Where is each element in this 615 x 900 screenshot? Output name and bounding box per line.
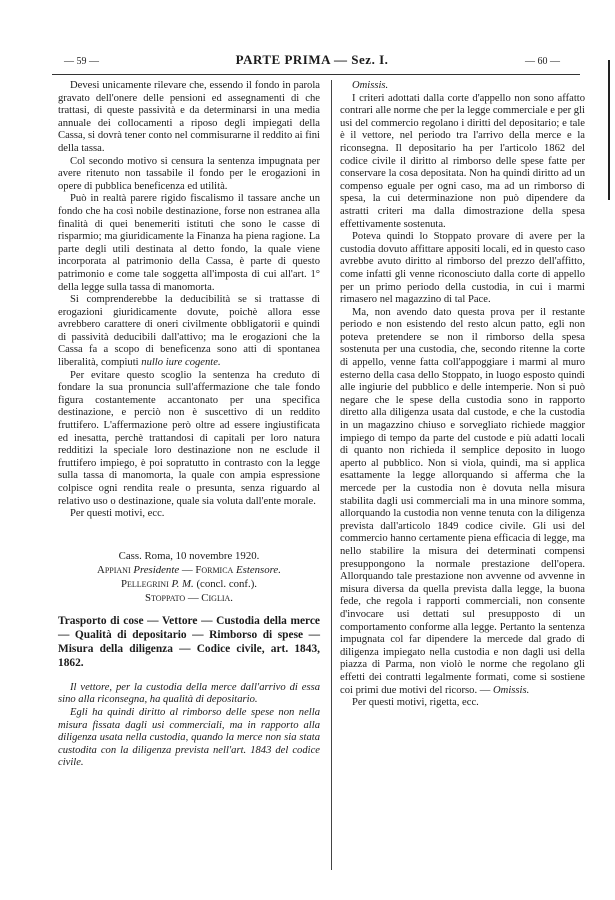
running-header [52, 52, 572, 72]
judges-line: Appiani Presidente — Formica Estensore. [97, 563, 281, 576]
header-rule [52, 74, 580, 75]
paragraph [340, 307, 585, 697]
page-edge-mark [608, 60, 610, 200]
paragraph: Può in realtà parere rigido fiscalismo il tassare anche un fondo che ha così nobile destinazione, forse non estranea alla finalità di quei benemeriti istituti che sono le casse di risparmio; ma giuridicamente la Finanza ha piena ragione. La parte degli utili destinata al detto fondo, la quale viene incorporata al patrimonio della Cassa, è parte di questo patrimonio e come tale soggetta all'imposta di cui all'art. 1° della legge sulla tassa di manomorta. [58, 193, 320, 293]
paragraph: Per questi motivi, ecc. [70, 508, 165, 520]
right-column [340, 80, 585, 710]
court-line: Cass. Roma, 10 novembre 1920. [118, 549, 260, 562]
running-title: PARTE PRIMA — Sez. I. [235, 52, 389, 67]
column-divider [331, 80, 332, 870]
maxim: Egli ha quindi diritto al rimborso delle spese non nella misura fissata dagli usi commerciali, ma in rapporto alla diligenza usata nella custodia, quando la merce non sia stata custodita con la diligenza prevista nell'art. 1843 del codice civile. [58, 706, 320, 769]
left-column [58, 80, 320, 770]
maxim: Il vettore, per la custodia della merce dall'arrivo di essa sino alla riconsegna, ha qualità di depositario. [58, 681, 320, 706]
paragraph [58, 294, 320, 370]
parties-line: Stoppato — Ciglia. [145, 591, 233, 604]
omissis-marker: Omissis. [493, 684, 530, 696]
paragraph: Col secondo motivo si censura la sentenza impugnata per avere ritenuto non tassabile il fondo per le erogazioni in opere di pubblica beneficenza ed utilità. [58, 155, 320, 192]
right-page-number: — 60 — [525, 56, 560, 67]
case-header [58, 549, 320, 605]
paragraph: Devesi unicamente rilevare che, essendo il fondo in parola gravato dell'onere delle pensioni ed assegnamenti di che trattasi, di queste passività e da determinarsi in una media annuale dei collocamenti a riposo degli impiegati della Cassa, si dovrà tener conto nel commisurarne il reddito ai fini della tassa. [58, 80, 320, 154]
paragraph: I criteri adottati dalla corte d'appello non sono affatto contrari alle norme che per la legge commerciale e per gli usi del commercio regolano i diritti del depositario; e tale è il vettore, nel periodo tra l'arrivo della merce e la riconsegna. Il depositario ha per l'articolo 1862 del codice civile il diritto al rimborso delle spese fatte per conservare la cosa depositata. Non ha quindi diritto ad un compenso eguale per ogni caso, ma ad un rimborso di spesa, la cui determinazione non può dipendere da astratti criteri ma dalla dimostrazione della spesa effettivamente sostenuta. [340, 92, 585, 230]
latin-phrase: nullo iure cogente. [141, 357, 221, 369]
paragraph: Per questi motivi, rigetta, ecc. [352, 697, 479, 709]
left-page-number: — 59 — [64, 56, 99, 67]
case-maxims [58, 682, 320, 770]
paragraph: Poteva quindi lo Stoppato provare di avere per la custodia dovuto affittare appositi locali, ed in questo caso avrebbe avuto diritto al rimborso del prezzo dell'affitto, come infatti gli venne riconosciuto dalla corte di appello per un primo periodo della custodia, in cui i marmi rimasero nel magazzino di tal Pace. [340, 231, 585, 306]
paragraph-text: Ma, non avendo dato questa prova per il restante periodo e non esistendo del resto alcun patto, egli non poteva pretendere se non il rimborso della spesa sostenuta per una custodia, che, secondo ritenne la corte di appello, venne fatta coll'appoggiare i marmi al muro esterno della casa dello Stoppato, in luogo esposto quindi alle ingiurie del pubblico e delle intemperie. Non si può negare che le spese della custodia sono in rapporto diretto alla diligenza usata dal custode, e che la custodia in un magazzino chiuso e sorvegliato richiede maggior impiego di tempo da parte del custode e più adatti locali di quanto non richieda il semplice deposito in luogo aperto al pubblico. Non si viola, quindi, ma si applica esattamente la legge allorquando si afferma che la mercede per la custodia non è dovuta nella misura stabilita dagli usi commerciali ma in una minore somma, allorquando la custodia non venne tenuta con la diligenza prevista dall'articolo 1849 codice civile. Gli usi del commercio hanno certamente piena efficacia di legge, ma nello stabilire la misura dei determinati compensi presuppongono la normale prestazione dell'opera. Allorquando tale prestazione non avvenne od avvenne in misura diversa da quella prevista dalla legge, la buona fede, che regola i rapporti commerciali, non consente d'invocare usi dettati sul presupposto di un comportamento conforme alla legge. Pertanto la sentenza impugnata col far dipendere la mercede dal grado di diligenza impiegato nella custodia e non dagli usi della piazza di Parma, non violò le norme che regolano gli effetti dei contratti legalmente formati, come si sostiene coi primi due motivi del ricorso. — [340, 306, 585, 696]
paragraph-text: Si comprenderebbe la deducibilità se si trattasse di erogazioni giuridicamente dovute, poichè allora esse avrebbero carattere di oneri civilmente obbligatorii e quindi di passività deducibili dall'attivo; ma le erogazioni che la Cassa fa a scopo di beneficenza sono atti di spontanea liberalità, compiuti [58, 294, 320, 369]
case-subject: Trasporto di cose — Vettore — Custodia della merce — Qualità di depositario — Rimborso di spese — Misura della diligenza — Codice civile, art. 1843, 1862. [58, 614, 320, 669]
pm-line: Pellegrini P. M. (concl. conf.). [120, 577, 258, 590]
paragraph: Per evitare questo scoglio la sentenza ha creduto di fondare la sua pronuncia sull'affermazione che tale fondo figura costantemente accantonato per una specifica destinazione, e perciò non è suscettivo di un reddito fruttifero. L'affermazione però oltre ad essere ingiustificata ed inesatta, perchè trattandosi di capitali per loro natura redditizi la speciale loro destinazione non ne esclude il fruttifero impiego, è poi sopratutto in contrasto con la legge sulla tassa di manomorta, la quale con ampia espressione colpisce ogni rendita reale o presunta, senza riguardo al relativo uso o destinazione, quale sia voluta dall'ente morale. [58, 369, 320, 507]
omissis-marker: Omissis. [352, 80, 389, 91]
